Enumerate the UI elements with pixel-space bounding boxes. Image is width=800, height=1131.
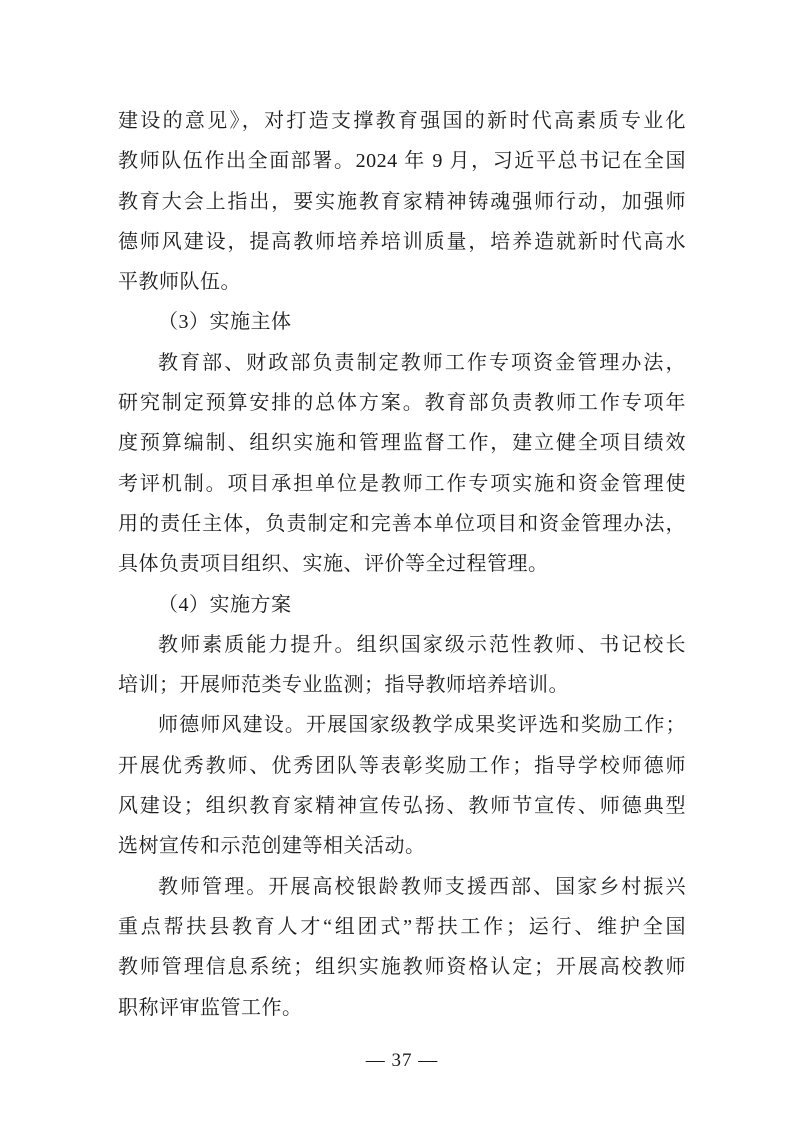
text-line: 培训；开展师范类专业监测；指导教师培养培训。 — [118, 674, 569, 697]
text-line: 教育部、财政部负责制定教师工作专项资金管理办法， — [158, 351, 686, 374]
text-line: 职称评审监管工作。 — [118, 996, 303, 1019]
text-line: 重点帮扶县教育人才“组团式”帮扶工作；运行、维护全国 — [118, 915, 686, 938]
text-line: 考评机制。项目承担单位是教师工作专项实施和资金管理使 — [118, 472, 686, 495]
text-line: 度预算编制、组织实施和管理监督工作，建立健全项目绩效 — [118, 432, 686, 455]
text-line: 德师风建设，提高教师培养培训质量，培养造就新时代高水 — [118, 230, 686, 253]
text-line: 教师管理。开展高校银龄教师支援西部、国家乡村振兴 — [158, 875, 686, 898]
text-line: 研究制定预算安排的总体方案。教育部负责教师工作专项年 — [118, 392, 686, 415]
text-line: 开展优秀教师、优秀团队等表彰奖励工作；指导学校师德师 — [118, 754, 686, 777]
text-line: 选树宣传和示范创建等相关活动。 — [118, 835, 426, 858]
text-line: 教师管理信息系统；组织实施教师资格认定；开展高校教师 — [118, 956, 686, 979]
text-line: 教育大会上指出，要实施教育家精神铸魂强师行动，加强师 — [118, 190, 686, 213]
text-line: 教师素质能力提升。组织国家级示范性教师、书记校长 — [158, 633, 686, 656]
document-body — [118, 101, 686, 1028]
section-heading: （3）实施主体 — [158, 311, 292, 334]
text-line: 师德师风建设。开展国家级教学成果奖评选和奖励工作； — [158, 714, 686, 737]
text-line: 建设的意见》，对打造支撑教育强国的新时代高素质专业化 — [118, 110, 686, 132]
text-line: 具体负责项目组织、实施、评价等全过程管理。 — [118, 553, 549, 576]
text-line: 教师队伍作出全面部署。2024 年 9 月，习近平总书记在全国 — [118, 150, 686, 173]
page-number: — 37 — — [365, 1050, 439, 1071]
section-heading: （4）实施方案 — [158, 593, 292, 616]
page-footer — [118, 1048, 686, 1074]
text-line: 风建设；组织教育家精神宣传弘扬、教师节宣传、师德典型 — [118, 795, 686, 818]
text-line: 平教师队伍。 — [118, 271, 241, 294]
text-line: 用的责任主体，负责制定和完善本单位项目和资金管理办法， — [118, 512, 686, 535]
